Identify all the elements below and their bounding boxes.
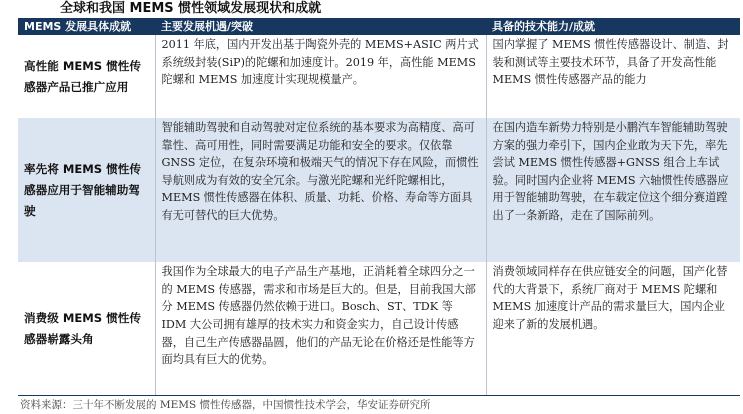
row-category: 高性能 MEMS 惯性传感器产品已推广应用 [24,58,141,94]
row-opportunity: 我国作为全球最大的电子产品生产基地，正消耗着全球四分之一的 MEMS 传感器，需求和市场是巨大的。但是，目前我国大部分 MEMS 传感器仍然依赖于进口。Bosch、ST、TDK 等 IDM 大公司拥有雄厚的技术实力和资金实力，自己设计传感器，自己生产传感器晶圆，他们的产品无论在价格还是性能等方面均具有巨大的优势。 [155,262,486,395]
row-opportunity: 2011 年底，国内开发出基于陶瓷外壳的 MEMS+ASIC 两片式系统级封装(SiP)的陀螺和加速度计。2019 年，高性能 MEMS 陀螺和 MEMS 加速度计实现规模量产。 [155,35,486,118]
table-row [18,262,740,395]
row-category: 率先将 MEMS 惯性传感器应用于智能辅助驾驶 [18,118,155,262]
row-opportunity: 智能辅助驾驶和自动驾驶对定位系统的基本要求为高精度、高可靠性、高可用性，同时需要满足功能和安全的要求。仅依靠 GNSS 定位，在复杂环境和极端天气的情况下存在风险，而惯性导航则成为有效的安全冗余。与激光陀螺和光纤陀螺相比，MEMS 惯性传感器在体积、质量、功耗、价格、寿命等方面具有无可替代的巨大优势。 [155,118,486,262]
header-capability: 具备的技术能力/成就 [486,18,740,35]
row-category: 消费级 MEMS 惯性传感器崭露头角 [18,262,155,395]
row-capability: 消费领域同样存在供应链安全的问题，国产化替代的大背景下，系统厂商对于 MEMS 陀螺和 MEMS 加速度计产品的需求量巨大，国内企业迎来了新的发展机遇。 [486,262,740,395]
row-capability: 在国内造车新势力特别是小鹏汽车智能辅助驾驶方案的强力牵引下，国内企业敢为天下先，率先尝试 MEMS 惯性传感器+GNSS 组合上车试验。同时国内企业将 MEMS 六轴惯性传感器应用于智能辅助驾驶，在车载定位这个细分赛道蹚出了一条新路，走在了国际前列。 [486,118,740,262]
source-note: 资料来源：三十年不断发展的 MEMS 惯性传感器，中国惯性技术学会，华安证券研究所 [20,399,431,411]
header-achievement: MEMS 发展具体成就 [18,18,155,35]
achievements-table [18,18,740,396]
row-capability: 国内掌握了 MEMS 惯性传感器设计、制造、封装和测试等主要技术环节，具备了开发高性能 MEMS 惯性传感器产品的能力 [486,35,740,118]
table-header-row [18,18,740,35]
table-row [18,118,740,262]
table-row [18,35,740,118]
header-opportunity: 主要发展机遇/突破 [155,18,486,35]
table-title: 全球和我国 MEMS 惯性领域发展现状和成就 [60,1,322,16]
